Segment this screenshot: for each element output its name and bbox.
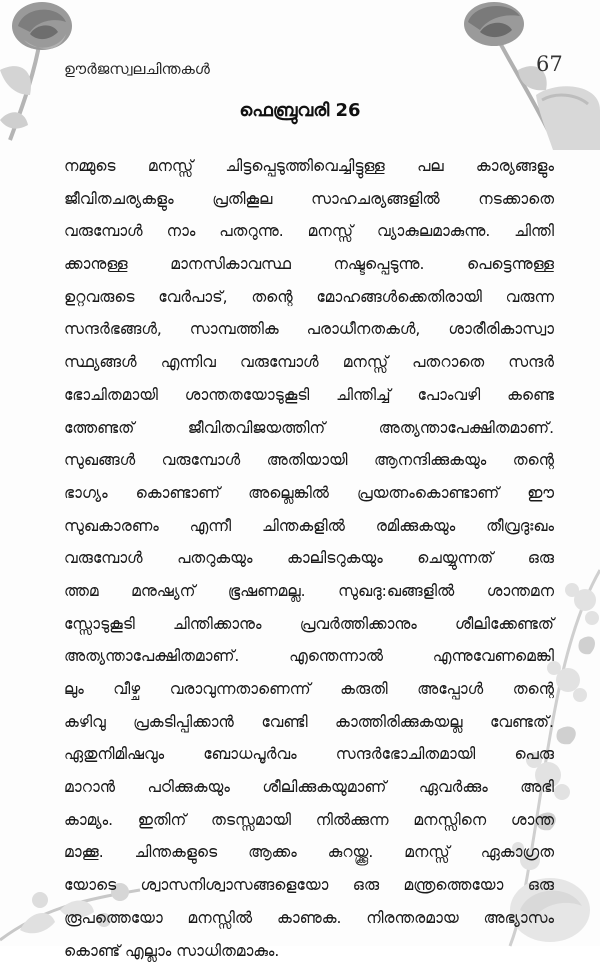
text-line: ജീവിതചര്യകളും പ്രതികൂല സാഹചര്യങ്ങളിൽ നടക്കാതെ [64, 183, 554, 216]
text-line: വരുമ്പോൾ പതറുകയും കാലിടറുകയും ചെയ്യുന്നത് ഒരു [64, 542, 554, 575]
text-line: നമ്മുടെ മനസ്സ് ചിട്ടപ്പെടുത്തിവെച്ചിട്ടുള്ള പല കാര്യങ്ങളും [64, 150, 554, 183]
hand-holding-rose-icon [458, 0, 600, 150]
text-line: ത്തമ മനുഷ്യന് ഭൂഷണമല്ല. സുഖദു:ഖങ്ങളിൽ ശാന്തമന [64, 575, 554, 608]
text-line: ഭോചിതമായി ശാന്തതയോടുകൂടി ചിന്തിച്ച് പോംവഴി കണ്ടെ [64, 379, 554, 412]
text-line: സുഖകാരണം എന്നീ ചിന്തകളിൽ രമിക്കുകയും തീവ്രദുഃഖം [64, 510, 554, 543]
text-line: സ്സോടുകൂടി ചിന്തിക്കാനും പ്രവർത്തിക്കാനും ശീലിക്കേണ്ടത് [64, 608, 554, 641]
body-paragraph [64, 150, 554, 967]
text-line: മാറാൻ പഠിക്കുകയും ശീലിക്കുകയുമാണ് ഏവർക്കും അഭി [64, 771, 554, 804]
text-line: കൊണ്ട് എല്ലാം സാധിതമാകും. [64, 935, 554, 967]
text-line: യോടെ ശ്വാസനിശ്വാസങ്ങളെയോ ഒരു മന്ത്രത്തെയോ ഒരു [64, 869, 554, 902]
text-line: രൂപത്തെയോ മനസ്സിൽ കാണുക. നിരന്തരമായ അഭ്യാസം [64, 902, 554, 935]
text-line: വരുമ്പോൾ നാം പതറുന്നു. മനസ്സ് വ്യാകുലമാകുന്നു. ചിന്തി [64, 215, 554, 248]
text-line: ഉറ്റവരുടെ വേർപാട്, തന്റെ മോഹങ്ങൾക്കെതിരായി വരുന്ന [64, 281, 554, 314]
page-number: 67 [536, 52, 563, 76]
text-line: സന്ദർഭങ്ങൾ, സാമ്പത്തിക പരാധീനതകൾ, ശാരീരികാസ്വാ [64, 313, 554, 346]
text-line: കാമ്യം. ഇതിന് തടസ്സമായി നിൽക്കുന്ന മനസ്സിനെ ശാന്ത [64, 804, 554, 837]
text-line: ഭാഗ്യം കൊണ്ടാണ് അല്ലെങ്കിൽ പ്രയത്നംകൊണ്ടാണ് ഈ [64, 477, 554, 510]
text-line: ലും വീഴ്ച വരാവുന്നതാണെന്ന് കരുതി അപ്പോൾ തന്റെ [64, 673, 554, 706]
text-line: ക്കാനുള്ള മാനസികാവസ്ഥ നഷ്ടപ്പെടുന്നു. പെട്ടെന്നുള്ള [64, 248, 554, 281]
running-header-title: ഊർജസ്വലചിന്തകൾ [64, 60, 210, 78]
text-line: ത്തേണ്ടത് ജീവിതവിജയത്തിന് അത്യന്താപേക്ഷിതമാണ്. [64, 412, 554, 445]
text-line: ഏതുനിമിഷവും ബോധപൂർവം സന്ദർഭോചിതമായി പെരു [64, 738, 554, 771]
text-line: അത്യന്താപേക്ഷിതമാണ്. എന്തെന്നാൽ എന്നുവേണമെങ്കി [64, 640, 554, 673]
entry-date-heading: ഫെബ്രുവരി 26 [0, 100, 600, 121]
text-line: സ്ഥ്യങ്ങൾ എന്നിവ വരുമ്പോൾ മനസ്സ് പതറാതെ സന്ദർ [64, 346, 554, 379]
text-line: മാക്കൂ. ചിന്തകളുടെ ആക്കം കുറയ്ക്കൂ. മനസ്സ് ഏകാഗ്രത [64, 836, 554, 869]
text-line: കഴിവു പ്രകടിപ്പിക്കാൻ വേണ്ടി കാത്തിരിക്കുകയല്ല വേണ്ടത്. [64, 706, 554, 739]
text-line: സുഖങ്ങൾ വരുമ്പോൾ അതിയായി ആനന്ദിക്കുകയും തന്റെ [64, 444, 554, 477]
